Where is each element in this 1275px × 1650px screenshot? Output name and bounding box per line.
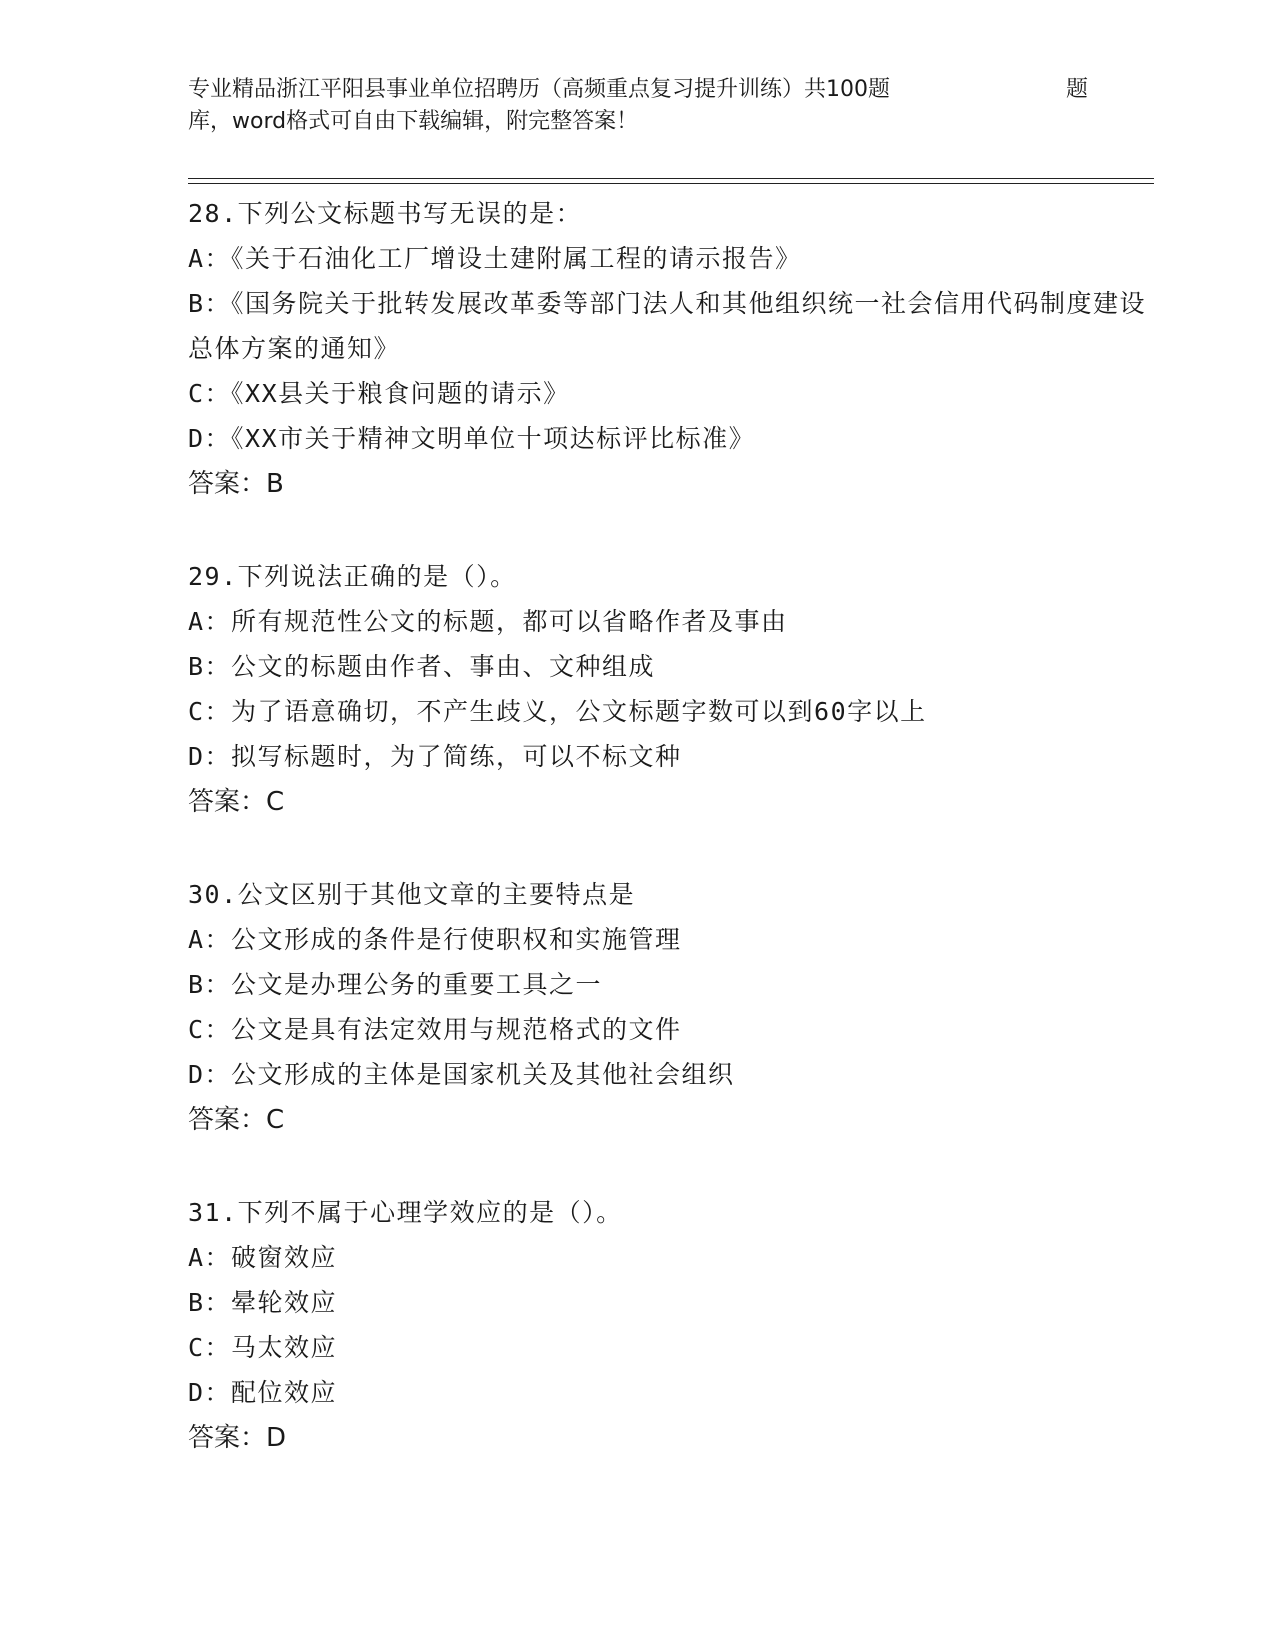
option-b: B：公文是办理公务的重要工具之一 [188,970,603,999]
question-stem: 29.下列说法正确的是（）。 [188,562,517,591]
question-list [188,191,1148,1508]
option-c: C：公文是具有法定效用与规范格式的文件 [188,1015,682,1044]
option-d: D：配位效应 [188,1378,338,1407]
header-title: 专业精品浙江平阳县事业单位招聘历（高频重点复习提升训练）共100题 [188,77,890,102]
question-stem: 30.公文区别于其他文章的主要特点是 [188,880,636,909]
option-a: A：破窗效应 [188,1243,338,1272]
option-c: C：为了语意确切，不产生歧义，公文标题字数可以到60字以上 [188,697,927,726]
option-c: C：《XX县关于粮食问题的请示》 [188,379,570,408]
header-divider-bottom [188,183,1154,184]
option-d: D：公文形成的主体是国家机关及其他社会组织 [188,1060,735,1089]
option-b: B：公文的标题由作者、事由、文种组成 [188,652,656,681]
answer: 答案：D [188,1423,287,1453]
question-stem: 31.下列不属于心理学效应的是（）。 [188,1198,623,1227]
question-31 [188,1190,1148,1461]
question-30 [188,872,1148,1143]
answer: 答案：C [188,1105,285,1135]
option-a: A：公文形成的条件是行使职权和实施管理 [188,925,682,954]
option-b: B：《国务院关于批转发展改革委等部门法人和其他组织统一社会信用代码制度建设总体方案的通知》 [188,289,1147,363]
option-c: C：马太效应 [188,1333,338,1362]
option-b: B：晕轮效应 [188,1288,338,1317]
question-28 [188,191,1148,507]
document-header [188,74,1088,138]
question-stem: 28.下列公文标题书写无误的是： [188,199,583,228]
option-a: A：所有规范性公文的标题，都可以省略作者及事由 [188,607,788,636]
answer: 答案：B [188,469,284,499]
option-a: A：《关于石油化工厂增设土建附属工程的请示报告》 [188,244,802,273]
header-divider-top [188,178,1154,179]
answer: 答案：C [188,787,285,817]
header-line-2: 库，word格式可自由下载编辑，附完整答案！ [188,109,639,134]
header-line-1 [188,74,1088,106]
question-29 [188,554,1148,825]
header-title-tail: 题 [1065,77,1088,102]
option-d: D：《XX市关于精神文明单位十项达标评比标准》 [188,424,756,453]
option-d: D：拟写标题时，为了简练，可以不标文种 [188,742,682,771]
